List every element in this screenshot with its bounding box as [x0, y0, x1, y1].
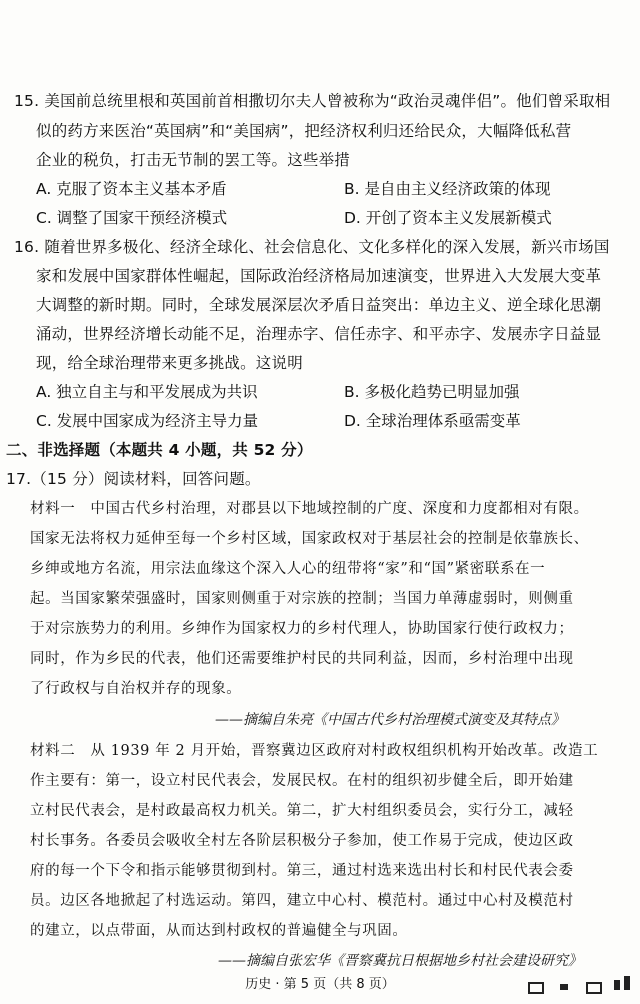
q15-option-d[interactable]: D. 开创了资本主义发展新模式 — [344, 209, 552, 227]
q15-line-1: 15. 美国前总统里根和英国前首相撒切尔夫人曾被称为“政治灵魂伴侣”。他们曾采取相 — [14, 92, 611, 110]
material1-line-7: 了行政权与自治权并存的现象。 — [30, 681, 242, 697]
q16-line-4: 涌动，世界经济增长动能不足，治理赤字、信任赤字、和平赤字、发展赤字日益显 — [36, 325, 602, 343]
material1-line-5: 于对宗族势力的利用。乡绅作为国家权力的乡村代理人，协助国家行使行政权力； — [30, 621, 574, 637]
material1-line-1: 材料一 中国古代乡村治理，对郡县以下地域控制的广度、深度和力度都相对有限。 — [30, 501, 589, 517]
q16-option-a[interactable]: A. 独立自主与和平发展成为共识 — [36, 383, 258, 401]
q15-line-2: 似的药方来医治“英国病”和“美国病”，把经济权利归还给民众，大幅降低私营 — [36, 122, 572, 140]
q16-line-1: 16. 随着世界多极化、经济全球化、社会信息化、文化多样化的深入发展，新兴市场国 — [14, 238, 610, 256]
scan-mark-bar-1 — [614, 980, 620, 990]
section-heading: 二、非选择题（本题共 4 小题，共 52 分） — [6, 441, 313, 459]
material2-source: ——摘编自张宏华《晋察冀抗日根据地乡村社会建设研究》 — [218, 953, 582, 969]
material2-line-6: 员。边区各地掀起了村选运动。第四，建立中心村、模范村。通过中心村及模范村 — [30, 893, 574, 909]
q16-option-d[interactable]: D. 全球治理体系亟需变革 — [344, 412, 521, 430]
material2-line-3: 立村民代表会，是村政最高权力机关。第二，扩大村组织委员会，实行分工，减轻 — [30, 803, 574, 819]
material2-line-1: 材料二 从 1939 年 2 月开始，晋察冀边区政府对村政权组织机构开始改革。改造工 — [30, 743, 599, 759]
scan-mark-box-1 — [528, 982, 544, 994]
q15-option-c[interactable]: C. 调整了国家干预经济模式 — [36, 209, 228, 227]
q16-line-3: 大调整的新时期。同时，全球发展深层次矛盾日益突出：单边主义、逆全球化思潮 — [36, 296, 602, 314]
q16-line-5: 现，给全球治理带来更多挑战。这说明 — [36, 354, 303, 372]
material1-source: ——摘编自朱亮《中国古代乡村治理模式演变及其特点》 — [215, 712, 565, 728]
material2-line-2: 作主要有：第一，设立村民代表会，发展民权。在村的组织初步健全后，即开始建 — [30, 773, 574, 789]
q17-intro: 17.（15 分）阅读材料，回答问题。 — [6, 470, 261, 488]
q16-option-c[interactable]: C. 发展中国家成为经济主导力量 — [36, 412, 259, 430]
material2-line-5: 府的每一个下令和指示能够贯彻到村。第三，通过村选来选出村长和村民代表会委 — [30, 863, 574, 879]
material1-line-6: 同时，作为乡民的代表，他们还需要维护村民的共同利益，因而，乡村治理中出现 — [30, 651, 574, 667]
q15-line-3: 企业的税负，打击无节制的罢工等。这些举措 — [36, 151, 351, 169]
scan-mark-box-2 — [586, 982, 602, 994]
page-footer: 历史 · 第 5 页（共 8 页） — [245, 977, 395, 992]
material2-line-4: 村长事务。各委员会吸收全村左各阶层积极分子参加，使工作易于完成，使边区政 — [30, 833, 574, 849]
material1-line-2: 国家无法将权力延伸至每一个乡村区域，国家政权对于基层社会的控制是依靠族长、 — [30, 531, 589, 547]
scan-mark-block — [560, 984, 568, 990]
q16-line-2: 家和发展中国家群体性崛起，国际政治经济格局加速演变，世界进入大发展大变革 — [36, 267, 602, 285]
q15-option-a[interactable]: A. 克服了资本主义基本矛盾 — [36, 180, 227, 198]
scan-mark-bar-2 — [624, 976, 630, 990]
q16-option-b[interactable]: B. 多极化趋势已明显加强 — [344, 383, 520, 401]
material2-line-7: 的建立，以点带面，从而达到村政权的普遍健全与巩固。 — [30, 923, 408, 939]
q15-option-b[interactable]: B. 是自由主义经济政策的体现 — [344, 180, 551, 198]
material1-line-4: 起。当国家繁荣强盛时，国家则侧重于对宗族的控制；当国力单薄虚弱时，则侧重 — [30, 591, 574, 607]
material1-line-3: 乡绅或地方名流，用宗法血缘这个深入人心的纽带将“家”和“国”紧密联系在一 — [30, 561, 546, 577]
